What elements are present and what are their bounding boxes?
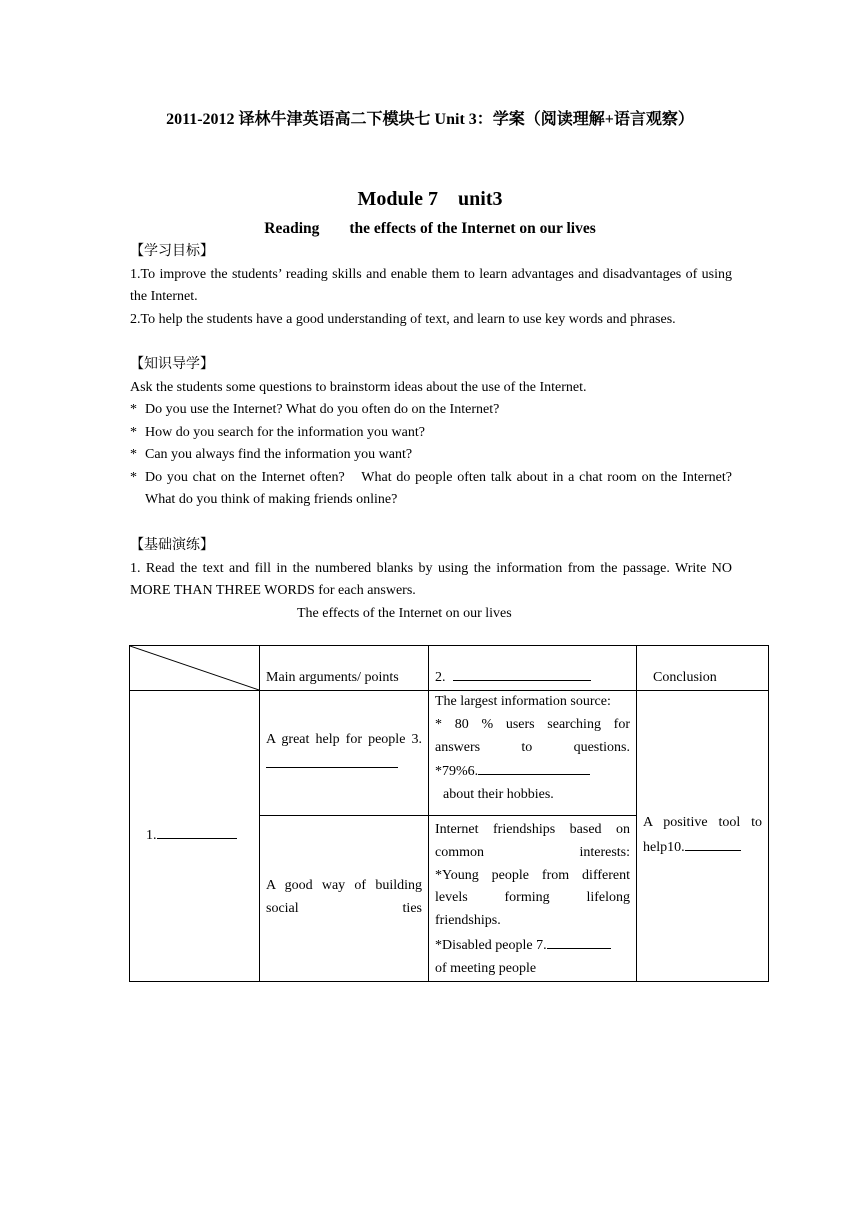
row2-detail: Internet friendships based on common interests: *Young people from different levels forming lifelong friendships. *Disabled people 7. of meeting people: [429, 816, 637, 982]
table-header-row: [130, 646, 769, 691]
star-bullet: *: [130, 402, 137, 417]
reading-title: [0, 220, 860, 238]
practice-section: [130, 535, 732, 625]
practice-heading: 【基础演练】: [130, 538, 214, 553]
document-title: 2011-2012 译林牛津英语高二下模块七 Unit 3：学案（阅读理解+语言观察）: [166, 111, 694, 128]
guide-question-1: * Do you use the Internet? What do you often do on the Internet?: [130, 399, 732, 422]
table-title: The effects of the Internet on our lives: [297, 605, 512, 621]
diagonal-line: [130, 646, 259, 690]
guide-question-4: * Do you chat on the Internet often? What do people often talk about in a chat room on the Internet? What do you think of making friends online?: [130, 467, 732, 512]
objective-item-1: 1.To improve the students’ reading skills and enable them to learn advantages and disadvantages of using the Internet.: [130, 266, 732, 304]
blank-2-line[interactable]: [453, 665, 591, 681]
reading-topic: the effects of the Internet on our lives: [349, 220, 596, 237]
guide-question-2: * How do you search for the information you want?: [130, 422, 732, 445]
star-bullet: *: [130, 424, 137, 440]
header-main-points: Main arguments/ points: [260, 646, 429, 691]
header-conclusion: Conclusion: [637, 646, 769, 691]
guide-intro: Ask the students some questions to brainstorm ideas about the use of the Internet.: [130, 379, 587, 395]
row-label-cell: 1.: [130, 691, 260, 982]
practice-instruction: 1. Read the text and fill in the numbered blanks by using the information from the passage. Write NO MORE THAN THREE WORDS for each answers.: [130, 560, 732, 598]
blank-3-line[interactable]: [266, 752, 398, 768]
blank-1-line[interactable]: [157, 823, 237, 839]
row1-point: A great help for people 3.: [260, 691, 429, 816]
blank-7-line[interactable]: [547, 933, 611, 949]
objective-item-2: 2.To help the students have a good understanding of text, and learn to use key words and phrases.: [130, 311, 676, 327]
blank-10-line[interactable]: [685, 835, 741, 851]
conclusion-cell: A positive tool to help10.: [637, 691, 769, 982]
header-blank-2: 2.: [429, 646, 637, 691]
row2-point: A good way of building social ties: [260, 816, 429, 982]
guide-section: [130, 354, 736, 512]
diagonal-header-cell: [130, 646, 260, 691]
blank-6-line[interactable]: [478, 759, 590, 775]
objectives-section: [130, 241, 732, 331]
objectives-heading: 【学习目标】: [130, 244, 214, 259]
row1-detail: The largest information source: * 80 % users searching for answers to questions. *79%6. about their hobbies.: [429, 691, 637, 816]
reading-label: Reading: [264, 220, 320, 237]
star-bullet: *: [130, 447, 137, 462]
summary-table: [129, 645, 769, 982]
star-bullet: *: [130, 469, 137, 485]
module-title: Module 7 unit3: [357, 188, 503, 210]
table-row-1: [130, 691, 769, 816]
guide-question-3: * Can you always find the information you want?: [130, 444, 732, 467]
guide-heading: 【知识导学】: [130, 357, 214, 372]
